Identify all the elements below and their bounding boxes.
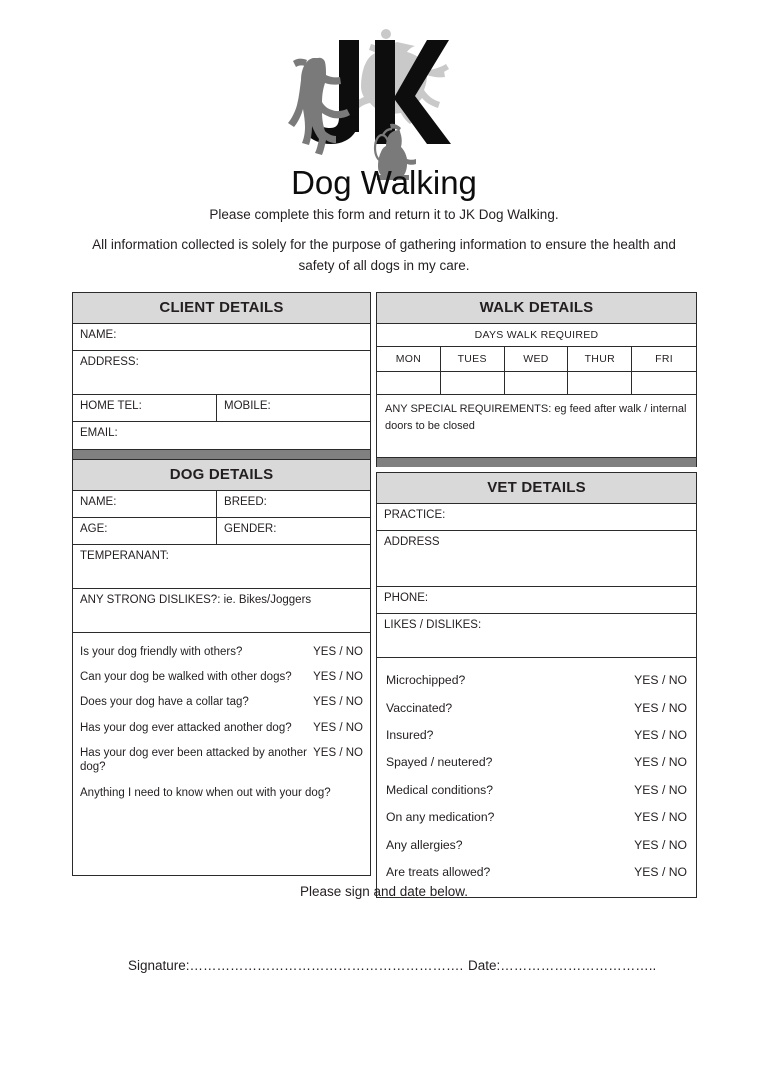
vet-question-row[interactable] (386, 667, 687, 694)
dog-question-label: Anything I need to know when out with your dog? (80, 786, 331, 799)
intro-text (0, 205, 768, 277)
intro-line-1: Please complete this form and return it to JK Dog Walking. (209, 207, 559, 222)
vet-question-label: Are treats allowed? (386, 865, 491, 880)
day-header-fri: FRI (655, 353, 673, 365)
days-header-row (377, 347, 696, 372)
section-divider-bar (376, 458, 697, 467)
right-column (376, 292, 697, 898)
vet-address-field[interactable]: ADDRESS (377, 531, 696, 587)
vet-question-row[interactable] (386, 722, 687, 749)
days-walk-required-label: DAYS WALK REQUIRED (377, 324, 696, 347)
dog-question-row[interactable] (80, 690, 363, 715)
dog-question-label: Has your dog ever attacked another dog? (80, 721, 292, 734)
client-name-field[interactable]: NAME: (73, 324, 370, 351)
vet-question-label: Insured? (386, 727, 434, 742)
dog-question-answer[interactable]: YES / NO (313, 721, 363, 734)
client-phone-row (73, 395, 370, 422)
client-home-tel-field[interactable]: HOME TEL: (73, 395, 217, 421)
logo-artwork (279, 22, 489, 202)
day-cell-tues[interactable] (441, 372, 505, 394)
dog-name-field[interactable]: NAME: (73, 491, 217, 517)
day-cell-wed[interactable] (505, 372, 569, 394)
vet-practice-field[interactable]: PRACTICE: (377, 504, 696, 531)
dog-temperament-field[interactable]: TEMPERANANT: (73, 545, 370, 589)
client-details-section (72, 292, 371, 450)
dog-details-section (72, 459, 371, 876)
vet-question-answer[interactable]: YES / NO (634, 700, 687, 715)
vet-question-label: Any allergies? (386, 837, 463, 852)
vet-questions-list (377, 658, 696, 897)
dog-question-answer[interactable]: YES / NO (313, 747, 363, 759)
dog-question-answer[interactable]: YES / NO (313, 670, 363, 683)
client-details-title: CLIENT DETAILS (73, 293, 370, 324)
vet-question-row[interactable] (386, 694, 687, 721)
vet-question-answer[interactable]: YES / NO (634, 727, 687, 742)
left-column (72, 292, 371, 898)
day-cell-thur[interactable] (568, 372, 632, 394)
dog-name-breed-row (73, 491, 370, 518)
dog-questions-list (73, 633, 370, 875)
vet-question-label: On any medication? (386, 810, 495, 825)
day-header-mon: MON (377, 347, 441, 371)
vet-question-answer[interactable]: YES / NO (634, 755, 687, 770)
signature-date-row (0, 958, 768, 973)
client-email-field[interactable]: EMAIL: (80, 427, 118, 439)
vet-question-label: Vaccinated? (386, 700, 453, 715)
dog-question-label: Does your dog have a collar tag? (80, 696, 249, 709)
dog-age-gender-row (73, 518, 370, 545)
vet-question-row[interactable] (386, 777, 687, 804)
vet-phone-field[interactable]: PHONE: (377, 587, 696, 614)
days-entry-row (377, 372, 696, 395)
sign-prompt: Please sign and date below. (299, 884, 469, 899)
dog-details-title: DOG DETAILS (73, 460, 370, 491)
dog-age-field[interactable]: AGE: (73, 518, 217, 544)
dog-question-label: Is your dog friendly with others? (80, 645, 243, 658)
logo-tagline: Dog Walking (291, 164, 477, 201)
day-header-wed: WED (505, 347, 569, 371)
vet-question-label: Spayed / neutered? (386, 755, 493, 770)
day-cell-fri[interactable] (632, 372, 696, 394)
vet-question-answer[interactable]: YES / NO (634, 673, 687, 688)
dog-dislikes-field[interactable]: ANY STRONG DISLIKES?: ie. Bikes/Joggers (73, 589, 370, 633)
client-mobile-field[interactable]: MOBILE: (224, 400, 271, 412)
jk-dog-walking-logo (0, 0, 768, 205)
day-cell-mon[interactable] (377, 372, 441, 394)
vet-question-row[interactable] (386, 859, 687, 886)
walk-details-title: WALK DETAILS (377, 293, 696, 324)
vet-question-row[interactable] (386, 832, 687, 859)
dog-breed-field[interactable]: BREED: (224, 496, 267, 508)
dog-question-row[interactable] (80, 639, 363, 664)
day-header-tues: TUES (441, 347, 505, 371)
dog-gender-field[interactable]: GENDER: (224, 523, 277, 535)
signature-field[interactable]: Signature:……………………………………………………. (128, 958, 464, 973)
vet-question-answer[interactable]: YES / NO (634, 810, 687, 825)
dog-question-label: Has your dog ever been attacked by another dog? (80, 747, 307, 774)
vet-question-answer[interactable]: YES / NO (634, 782, 687, 797)
client-address-field[interactable]: ADDRESS: (73, 351, 370, 395)
dog-question-row[interactable] (80, 715, 363, 740)
vet-question-label: Microchipped? (386, 673, 466, 688)
vet-question-answer[interactable]: YES / NO (634, 837, 687, 852)
special-requirements-field[interactable]: ANY SPECIAL REQUIREMENTS: eg feed after walk / internal doors to be closed (385, 403, 687, 433)
dog-question-answer[interactable]: YES / NO (313, 696, 363, 709)
vet-question-row[interactable] (386, 749, 687, 776)
vet-likes-dislikes-field[interactable]: LIKES / DISLIKES: (377, 614, 696, 658)
form-body (72, 292, 697, 898)
dog-question-row[interactable] (80, 664, 363, 689)
dog-question-row[interactable] (80, 780, 363, 805)
intro-line-2: All information collected is solely for the purpose of gathering information to ensure the health and safety of all dogs in my care. (92, 236, 676, 273)
section-divider-bar (72, 450, 371, 459)
vet-question-label: Medical conditions? (386, 782, 494, 797)
dog-question-label: Can your dog be walked with other dogs? (80, 670, 292, 683)
vet-question-row[interactable] (386, 804, 687, 831)
walk-details-section (376, 292, 697, 458)
dog-question-row[interactable] (80, 741, 363, 781)
date-field[interactable]: Date:…………………………….. (468, 958, 657, 973)
vet-details-title: VET DETAILS (377, 473, 696, 504)
day-header-thur: THUR (568, 347, 632, 371)
vet-question-answer[interactable]: YES / NO (634, 865, 687, 880)
ball-icon (381, 29, 391, 39)
vet-details-section (376, 472, 697, 898)
dog-question-answer[interactable]: YES / NO (313, 645, 363, 658)
